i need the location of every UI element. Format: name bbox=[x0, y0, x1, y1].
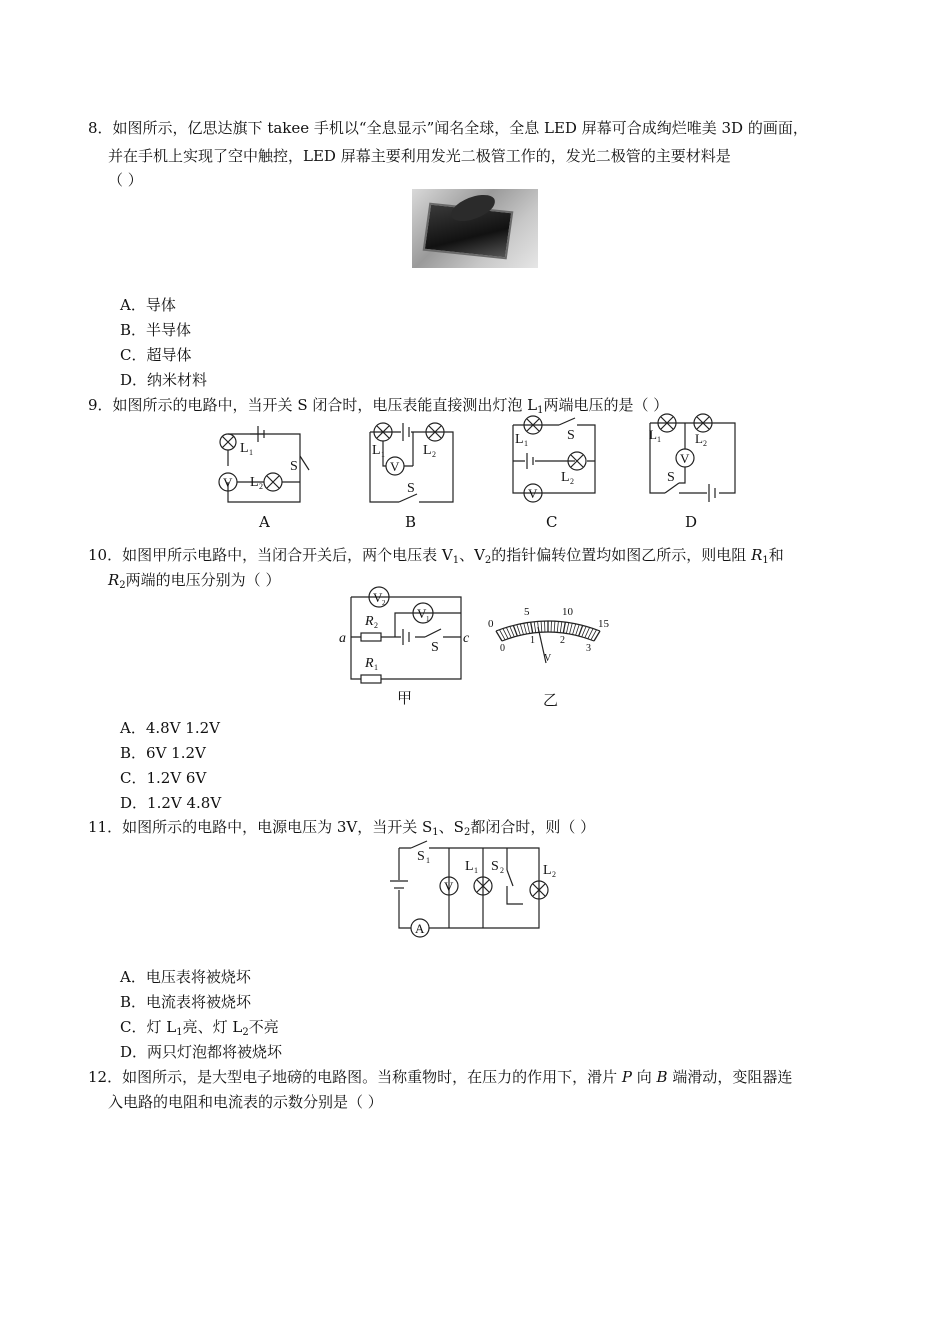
dial-tick bbox=[524, 623, 527, 634]
dial-tick bbox=[573, 624, 576, 635]
q9-label-b[interactable]: B bbox=[405, 513, 417, 531]
svg-text:V: V bbox=[528, 486, 538, 501]
svg-text:V: V bbox=[373, 590, 383, 605]
q10-text-b: 、V bbox=[459, 546, 485, 564]
dial-tick bbox=[579, 625, 583, 636]
q10-sub3: 1 bbox=[762, 555, 769, 566]
svg-text:1: 1 bbox=[249, 448, 253, 457]
q12-b: B bbox=[656, 1068, 668, 1086]
svg-text:1: 1 bbox=[381, 450, 385, 459]
q10-stem-line1 bbox=[88, 545, 784, 571]
q8-stem-line2: 并在手机上实现了空中触控，LED 屏幕主要利用发光二极管工作的，发光二极管的主要材料是 bbox=[108, 147, 731, 165]
svg-text:L: L bbox=[515, 432, 524, 447]
q8-number: 8． bbox=[88, 119, 113, 137]
dial-tick bbox=[560, 622, 562, 633]
svg-text:1: 1 bbox=[524, 439, 528, 448]
svg-text:L: L bbox=[465, 859, 474, 874]
q11-opt-c-a: C．灯 L bbox=[120, 1018, 177, 1036]
svg-text:V: V bbox=[444, 879, 454, 894]
q11-text-c: 都闭合时，则（ ） bbox=[470, 818, 596, 836]
q12-stem-line1 bbox=[88, 1067, 792, 1087]
svg-text:V: V bbox=[680, 451, 690, 466]
dial-tick bbox=[541, 621, 542, 632]
svg-text:c: c bbox=[463, 631, 470, 646]
q9-label-a[interactable]: A bbox=[259, 513, 270, 531]
dial-tick bbox=[534, 622, 536, 633]
q8-option-b[interactable]: B．半导体 bbox=[120, 321, 192, 339]
voltmeter-label: V bbox=[223, 475, 233, 490]
q10-option-a[interactable]: A．4.8V 1.2V bbox=[120, 719, 220, 737]
label-l2: L bbox=[250, 475, 259, 490]
q11-sub1: 1 bbox=[432, 827, 439, 838]
q10-r2-sub: 2 bbox=[119, 580, 126, 591]
q10-sub1: 1 bbox=[452, 555, 460, 566]
svg-text:2: 2 bbox=[432, 450, 436, 459]
q9-number: 9． bbox=[88, 396, 113, 414]
dial-tick bbox=[517, 625, 521, 636]
q8-stem-line1 bbox=[88, 118, 808, 138]
q11-opt-c-c: 不亮 bbox=[248, 1018, 279, 1036]
q12-number: 12． bbox=[88, 1068, 123, 1086]
dial-unit: V bbox=[544, 653, 552, 664]
q8-option-d[interactable]: D．纳米材料 bbox=[120, 371, 208, 389]
dial-bot-2: 2 bbox=[560, 635, 565, 646]
label-s: S bbox=[290, 459, 298, 474]
dial-bot-3: 3 bbox=[586, 643, 591, 654]
q10-text-a: 如图甲所示电路中，当闭合开关后，两个电压表 V bbox=[122, 546, 453, 564]
q10-option-b[interactable]: B．6V 1.2V bbox=[120, 744, 206, 762]
q11-option-d[interactable]: D．两只灯泡都将被烧坏 bbox=[120, 1043, 283, 1061]
q10-line2-text: 两端的电压分别为（ ） bbox=[125, 571, 281, 589]
q11-text-a: 如图所示的电路中，电源电压为 3V，当开关 S bbox=[122, 818, 433, 836]
dial-top-10: 10 bbox=[562, 606, 573, 618]
svg-text:S: S bbox=[417, 849, 425, 864]
q10-r2: R bbox=[108, 571, 120, 589]
dial-bot-0: 0 bbox=[500, 643, 505, 654]
q9-circuit-b bbox=[365, 418, 460, 508]
dial-tick bbox=[513, 625, 517, 636]
q9-label-d[interactable]: D bbox=[685, 513, 698, 531]
q10-text-c: 的指针偏转位置均如图乙所示，则电阻 bbox=[491, 546, 752, 564]
svg-text:S: S bbox=[407, 481, 415, 496]
svg-text:1: 1 bbox=[426, 856, 430, 865]
q11-sub2: 2 bbox=[463, 827, 471, 838]
svg-text:S: S bbox=[491, 859, 499, 874]
q8-option-a[interactable]: A．导体 bbox=[120, 296, 176, 314]
q8-stem-line3: （ ） bbox=[108, 171, 143, 189]
svg-text:2: 2 bbox=[374, 621, 378, 630]
svg-text:2: 2 bbox=[259, 482, 263, 491]
fig-label-yi: 乙 bbox=[543, 691, 559, 709]
svg-text:L: L bbox=[372, 443, 381, 458]
label-l1: L bbox=[240, 441, 249, 456]
svg-text:S: S bbox=[667, 470, 675, 485]
q10-option-d[interactable]: D．1.2V 4.8V bbox=[120, 794, 222, 812]
svg-text:R: R bbox=[365, 614, 374, 629]
dial-tick bbox=[527, 623, 529, 634]
q9-text-a: 如图所示的电路中，当开关 S 闭合时，电压表能直接测出灯泡 L bbox=[112, 396, 538, 414]
svg-text:2: 2 bbox=[382, 599, 386, 607]
q11-opt-c-b: 亮、灯 L bbox=[182, 1018, 243, 1036]
svg-text:2: 2 bbox=[570, 477, 574, 486]
q9-label-c[interactable]: C bbox=[546, 513, 558, 531]
svg-text:S: S bbox=[567, 428, 575, 443]
fig-label-jia: 甲 bbox=[397, 689, 413, 707]
q10-circuit-jia bbox=[335, 585, 470, 685]
ammeter-label: A bbox=[415, 921, 425, 936]
q12-text-b: 向 bbox=[631, 1068, 657, 1086]
svg-text:L: L bbox=[561, 470, 570, 485]
q11-circuit bbox=[385, 840, 560, 940]
q10-sub2: 2 bbox=[484, 555, 492, 566]
q10-voltmeter-dial bbox=[488, 603, 613, 678]
q10-number: 10． bbox=[88, 546, 123, 564]
svg-text:2: 2 bbox=[703, 439, 707, 448]
q9-circuit-c bbox=[505, 415, 605, 510]
q10-stem-line2 bbox=[108, 570, 280, 596]
svg-text:L: L bbox=[649, 427, 657, 442]
q10-option-c[interactable]: C．1.2V 6V bbox=[120, 769, 207, 787]
q11-opt-c-sub2: 2 bbox=[242, 1027, 249, 1038]
svg-text:L: L bbox=[695, 431, 703, 446]
svg-text:S: S bbox=[431, 640, 439, 655]
q10-text-d: 和 bbox=[768, 546, 784, 564]
dial-top-0: 0 bbox=[488, 618, 494, 630]
q12-stem-line2: 入电路的电阻和电流表的示数分别是（ ） bbox=[108, 1093, 383, 1111]
phone-hologram-photo bbox=[412, 189, 538, 268]
svg-text:a: a bbox=[339, 631, 346, 646]
dial-tick bbox=[557, 621, 558, 632]
q10-r1: R bbox=[751, 546, 763, 564]
svg-text:V: V bbox=[417, 606, 427, 621]
svg-text:2: 2 bbox=[552, 870, 556, 879]
dial-tick bbox=[566, 623, 568, 634]
svg-text:R: R bbox=[365, 656, 374, 671]
q9-circuit-d bbox=[645, 415, 745, 500]
q11-option-a[interactable]: A．电压表将被烧坏 bbox=[120, 968, 251, 986]
svg-text:1: 1 bbox=[657, 435, 661, 444]
svg-text:L: L bbox=[543, 863, 552, 878]
q11-option-c[interactable] bbox=[120, 1017, 279, 1043]
q11-opt-c-sub1: 1 bbox=[176, 1027, 183, 1038]
dial-top-15: 15 bbox=[598, 618, 609, 630]
q9-circuit-a bbox=[210, 422, 320, 502]
dial-tick bbox=[520, 624, 523, 635]
q9-text-b: 两端电压的是（ ） bbox=[543, 396, 669, 414]
dial-tick bbox=[531, 622, 533, 633]
dial-tick bbox=[563, 622, 565, 633]
svg-text:V: V bbox=[390, 459, 400, 474]
q8-option-c[interactable]: C．超导体 bbox=[120, 346, 192, 364]
svg-text:2: 2 bbox=[500, 866, 504, 875]
q11-text-b: 、S bbox=[438, 818, 464, 836]
q12-p: P bbox=[621, 1068, 632, 1086]
q12-text-c: 端滑动，变阻器连 bbox=[667, 1068, 793, 1086]
svg-text:L: L bbox=[423, 443, 432, 458]
svg-text:1: 1 bbox=[474, 866, 478, 875]
q11-option-b[interactable]: B．电流表将被烧坏 bbox=[120, 993, 252, 1011]
q8-text-1: 如图所示，亿思达旗下 takee 手机以“全息显示”闻名全球，全息 LED 屏幕可合成绚烂唯美 3D 的画面， bbox=[112, 119, 808, 137]
dial-bot-1: 1 bbox=[530, 635, 535, 646]
dial-top-5: 5 bbox=[524, 606, 530, 618]
dial-tick bbox=[576, 625, 580, 636]
svg-text:1: 1 bbox=[374, 663, 378, 672]
svg-text:1: 1 bbox=[426, 615, 430, 623]
q9-sub: 1 bbox=[537, 405, 544, 416]
dial-tick bbox=[554, 621, 555, 632]
q11-number: 11． bbox=[88, 818, 123, 836]
dial-tick bbox=[569, 623, 572, 634]
q12-text-a: 如图所示，是大型电子地磅的电路图。当称重物时，在压力的作用下，滑片 bbox=[122, 1068, 622, 1086]
